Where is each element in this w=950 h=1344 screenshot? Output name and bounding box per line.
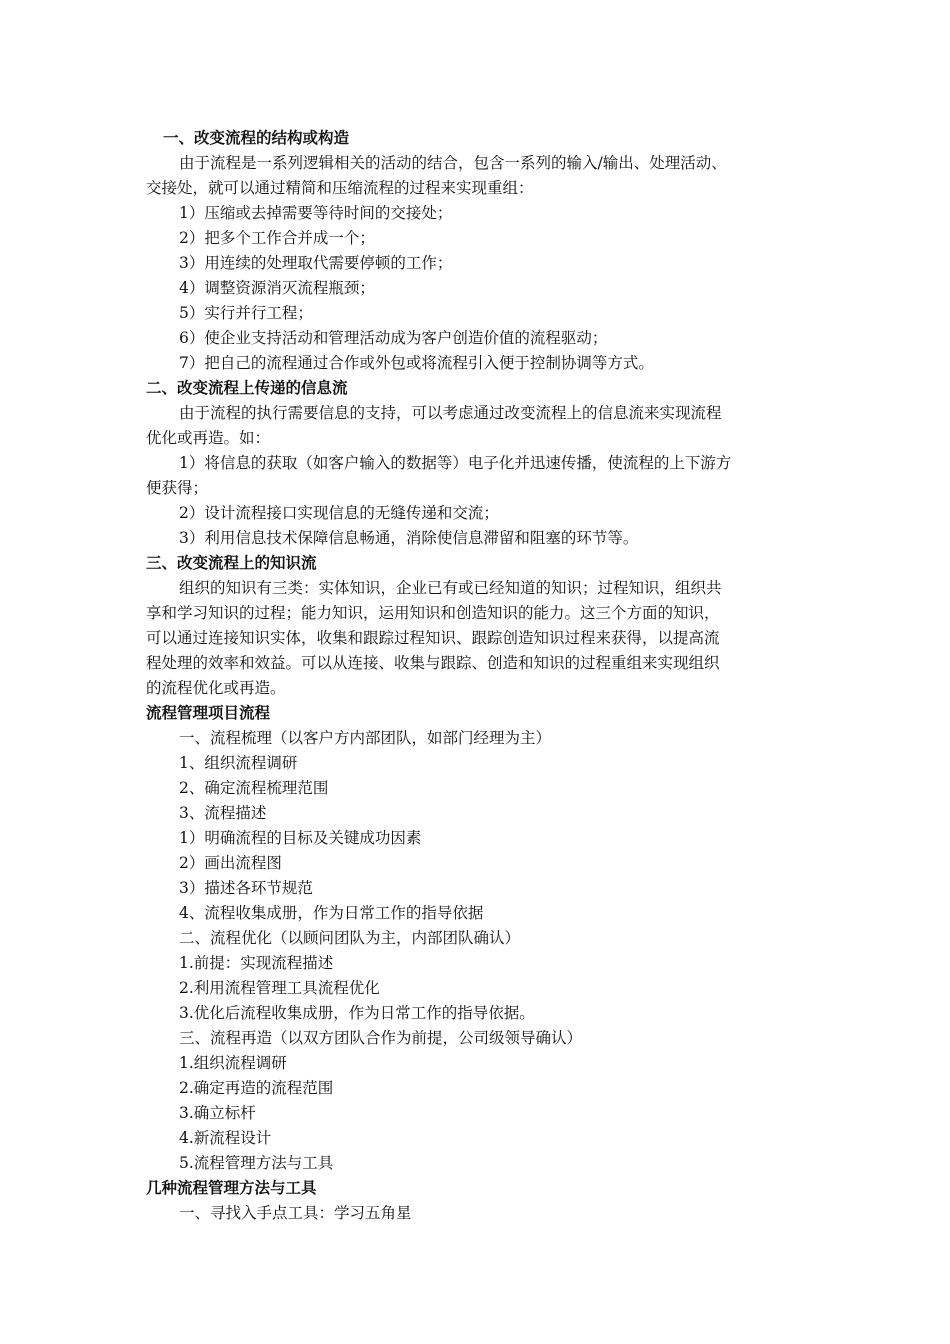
list-item: 2）设计流程接口实现信息的无缝传递和交流； <box>179 504 499 522</box>
list-item: 一、寻找入手点工具：学习五角星 <box>179 1204 412 1222</box>
paragraph-line: 程处理的效率和效益。可以从连接、收集与跟踪、创造和知识的过程重组来实现组织 <box>146 654 720 672</box>
list-item: 一、流程梳理（以客户方内部团队，如部门经理为主） <box>179 729 552 747</box>
list-item: 5.流程管理方法与工具 <box>179 1154 334 1172</box>
list-item: 2、确定流程梳理范围 <box>179 779 329 797</box>
list-item: 三、流程再造（以双方团队合作为前提，公司级领导确认） <box>179 1029 583 1047</box>
section-heading: 几种流程管理方法与工具 <box>146 1178 317 1197</box>
list-item: 3）利用信息技术保障信息畅通，消除使信息滞留和阻塞的环节等。 <box>179 529 639 547</box>
list-item: 4、流程收集成册，作为日常工作的指导依据 <box>179 904 484 922</box>
paragraph-line: 的流程优化或再造。 <box>146 679 286 697</box>
list-item: 1）压缩或去掉需要等待时间的交接处； <box>179 204 453 222</box>
list-item: 2）画出流程图 <box>179 854 282 872</box>
list-item: 3）用连续的处理取代需要停顿的工作； <box>179 254 453 272</box>
list-item: 2.利用流程管理工具流程优化 <box>179 979 380 997</box>
section-heading: 三、改变流程上的知识流 <box>146 553 317 572</box>
paragraph-line: 交接处，就可以通过精简和压缩流程的过程来实现重组： <box>146 179 534 197</box>
list-item: 1）明确流程的目标及关键成功因素 <box>179 829 422 847</box>
list-item: 7）把自己的流程通过合作或外包或将流程引入便于控制协调等方式。 <box>179 354 654 372</box>
list-item: 3）描述各环节规范 <box>179 879 313 897</box>
list-item: 3.优化后流程收集成册，作为日常工作的指导依据。 <box>179 1004 535 1022</box>
paragraph-line: 由于流程的执行需要信息的支持，可以考虑通过改变流程上的信息流来实现流程 <box>179 404 722 422</box>
paragraph-line: 优化或再造。如： <box>146 429 271 447</box>
paragraph-line: 由于流程是一系列逻辑相关的活动的结合，包含一系列的输入/输出、处理活动、 <box>179 154 727 172</box>
paragraph-line: 享和学习知识的过程；能力知识，运用知识和创造知识的能力。这三个方面的知识， <box>146 604 720 622</box>
paragraph-line: 可以通过连接知识实体，收集和跟踪过程知识、跟踪创造知识过程来获得，以提高流 <box>146 629 720 647</box>
list-item: 5）实行并行工程； <box>179 304 313 322</box>
list-item: 2.确定再造的流程范围 <box>179 1079 334 1097</box>
section-heading: 一、改变流程的结构或构造 <box>163 128 350 147</box>
list-item: 2）把多个工作合并成一个； <box>179 229 375 247</box>
list-item: 6）使企业支持活动和管理活动成为客户创造价值的流程驱动； <box>179 329 608 347</box>
list-item: 3、流程描述 <box>179 804 267 822</box>
paragraph-line: 组织的知识有三类：实体知识，企业已有或已经知道的知识；过程知识，组织共 <box>179 579 722 597</box>
list-item: 1）将信息的获取（如客户输入的数据等）电子化并迅速传播，使流程的上下游方 <box>179 454 732 472</box>
list-item: 1、组织流程调研 <box>179 754 298 772</box>
list-item: 1.前提：实现流程描述 <box>179 954 334 972</box>
list-item: 1.组织流程调研 <box>179 1054 287 1072</box>
list-item-continuation: 便获得； <box>146 479 209 497</box>
section-heading: 流程管理项目流程 <box>146 703 271 722</box>
list-item: 4）调整资源消灭流程瓶颈； <box>179 279 375 297</box>
list-item: 3.确立标杆 <box>179 1104 256 1122</box>
list-item: 4.新流程设计 <box>179 1129 272 1147</box>
section-heading: 二、改变流程上传递的信息流 <box>146 378 348 397</box>
list-item: 二、流程优化（以顾问团队为主，内部团队确认） <box>179 929 521 947</box>
